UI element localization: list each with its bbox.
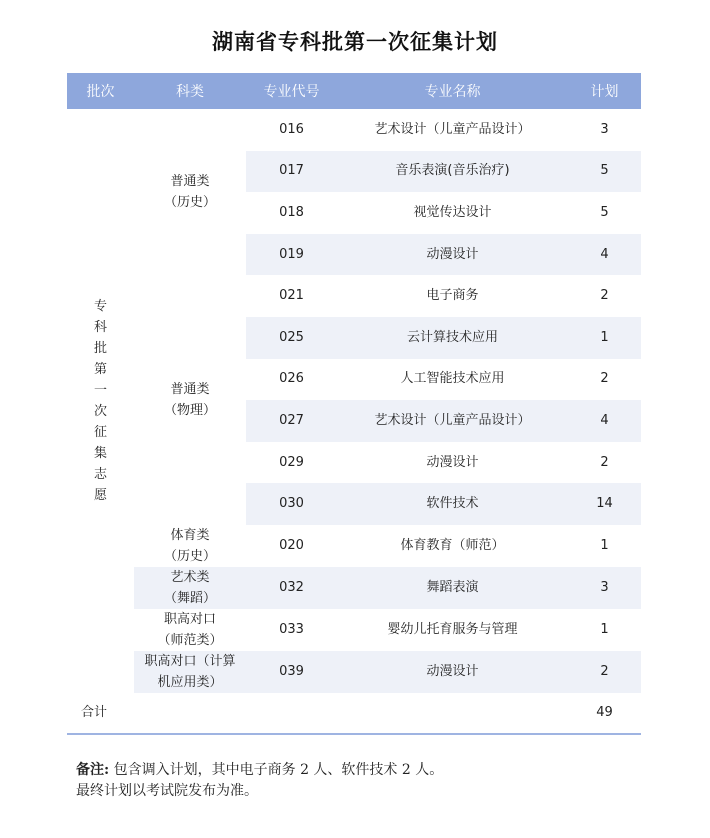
plan-count: 1 [600, 621, 609, 637]
plan-count: 4 [568, 400, 641, 442]
major-name: 舞蹈表演 [337, 567, 568, 609]
major-code: 018 [279, 204, 304, 220]
major-name: 音乐表演(音乐治疗) [337, 151, 568, 193]
major-code: 019 [246, 234, 337, 276]
plan-table [67, 73, 641, 735]
major-name: 动漫设计 [337, 651, 568, 693]
category-cell-sports: 体育类 （历史） [163, 527, 216, 564]
batch-char: 一 [93, 382, 107, 398]
plan-count: 1 [600, 537, 609, 553]
table-row [67, 525, 641, 567]
notes-label: 备注: [76, 762, 110, 778]
major-code: 027 [246, 400, 337, 442]
major-name: 云计算技术应用 [337, 317, 568, 359]
header-category: 科类 [134, 73, 246, 109]
major-name: 动漫设计 [337, 234, 568, 276]
header-batch: 批次 [67, 73, 134, 109]
batch-char: 愿 [93, 487, 107, 503]
table-row [67, 109, 641, 151]
major-name: 艺术设计（儿童产品设计） [337, 400, 568, 442]
batch-char: 次 [93, 403, 107, 419]
plan-count: 5 [568, 151, 641, 193]
major-name: 艺术设计（儿童产品设计） [374, 121, 531, 137]
page-title: 湖南省专科批第一次征集计划 [212, 29, 498, 54]
header-name: 专业名称 [337, 73, 568, 109]
major-code: 016 [279, 121, 304, 137]
plan-count: 1 [568, 317, 641, 359]
major-code: 029 [279, 454, 304, 470]
table-row [67, 275, 641, 317]
category-cell-physics: 普通类 （物理） [163, 382, 216, 419]
major-name: 视觉传达设计 [413, 204, 492, 220]
category-cell-vocational-teacher: 职高对口 （师范类） [157, 611, 223, 648]
major-name: 人工智能技术应用 [400, 371, 505, 387]
table-row [67, 651, 641, 693]
major-code: 025 [246, 317, 337, 359]
plan-count: 5 [600, 204, 609, 220]
major-code: 033 [279, 621, 304, 637]
total-label: 合计 [67, 693, 134, 734]
major-name: 动漫设计 [426, 454, 479, 470]
plan-count: 3 [600, 121, 609, 137]
batch-char: 科 [93, 319, 107, 335]
plan-count: 3 [568, 567, 641, 609]
header-plan: 计划 [568, 73, 641, 109]
plan-count: 4 [568, 234, 641, 276]
major-name: 软件技术 [337, 483, 568, 525]
batch-char: 第 [93, 361, 107, 377]
plan-count: 14 [568, 483, 641, 525]
major-code: 021 [279, 288, 304, 304]
plan-count: 2 [600, 288, 609, 304]
batch-char: 批 [93, 340, 107, 356]
table-row [67, 609, 641, 651]
major-code: 026 [279, 371, 304, 387]
major-name: 婴幼儿托育服务与管理 [387, 621, 518, 637]
major-code: 017 [246, 151, 337, 193]
table-row [67, 567, 641, 609]
category-cell-history: 普通类 （历史） [163, 174, 216, 211]
batch-cell [67, 109, 134, 693]
notes-line-2: 最终计划以考试院发布为准。 [76, 783, 258, 799]
total-plan: 49 [568, 693, 641, 734]
table-header-row [67, 73, 641, 109]
plan-count: 2 [600, 371, 609, 387]
plan-count: 2 [568, 651, 641, 693]
batch-char: 志 [93, 466, 107, 482]
batch-char: 集 [93, 445, 107, 461]
plan-count: 2 [600, 454, 609, 470]
major-name: 体育教育（师范） [400, 537, 505, 553]
batch-char: 征 [93, 424, 107, 440]
major-code: 020 [279, 537, 304, 553]
notes [76, 760, 443, 802]
major-code: 030 [246, 483, 337, 525]
batch-char: 专 [93, 298, 107, 314]
category-cell-vocational-computer: 职高对口（计算 机应用类） [134, 651, 246, 693]
total-row [67, 693, 641, 734]
major-code: 032 [246, 567, 337, 609]
major-name: 电子商务 [426, 288, 479, 304]
major-code: 039 [246, 651, 337, 693]
category-cell-arts: 艺术类 （舞蹈） [134, 567, 246, 609]
notes-line-1: 包含调入计划，其中电子商务 2 人、软件技术 2 人。 [113, 762, 444, 778]
header-code: 专业代号 [246, 73, 337, 109]
